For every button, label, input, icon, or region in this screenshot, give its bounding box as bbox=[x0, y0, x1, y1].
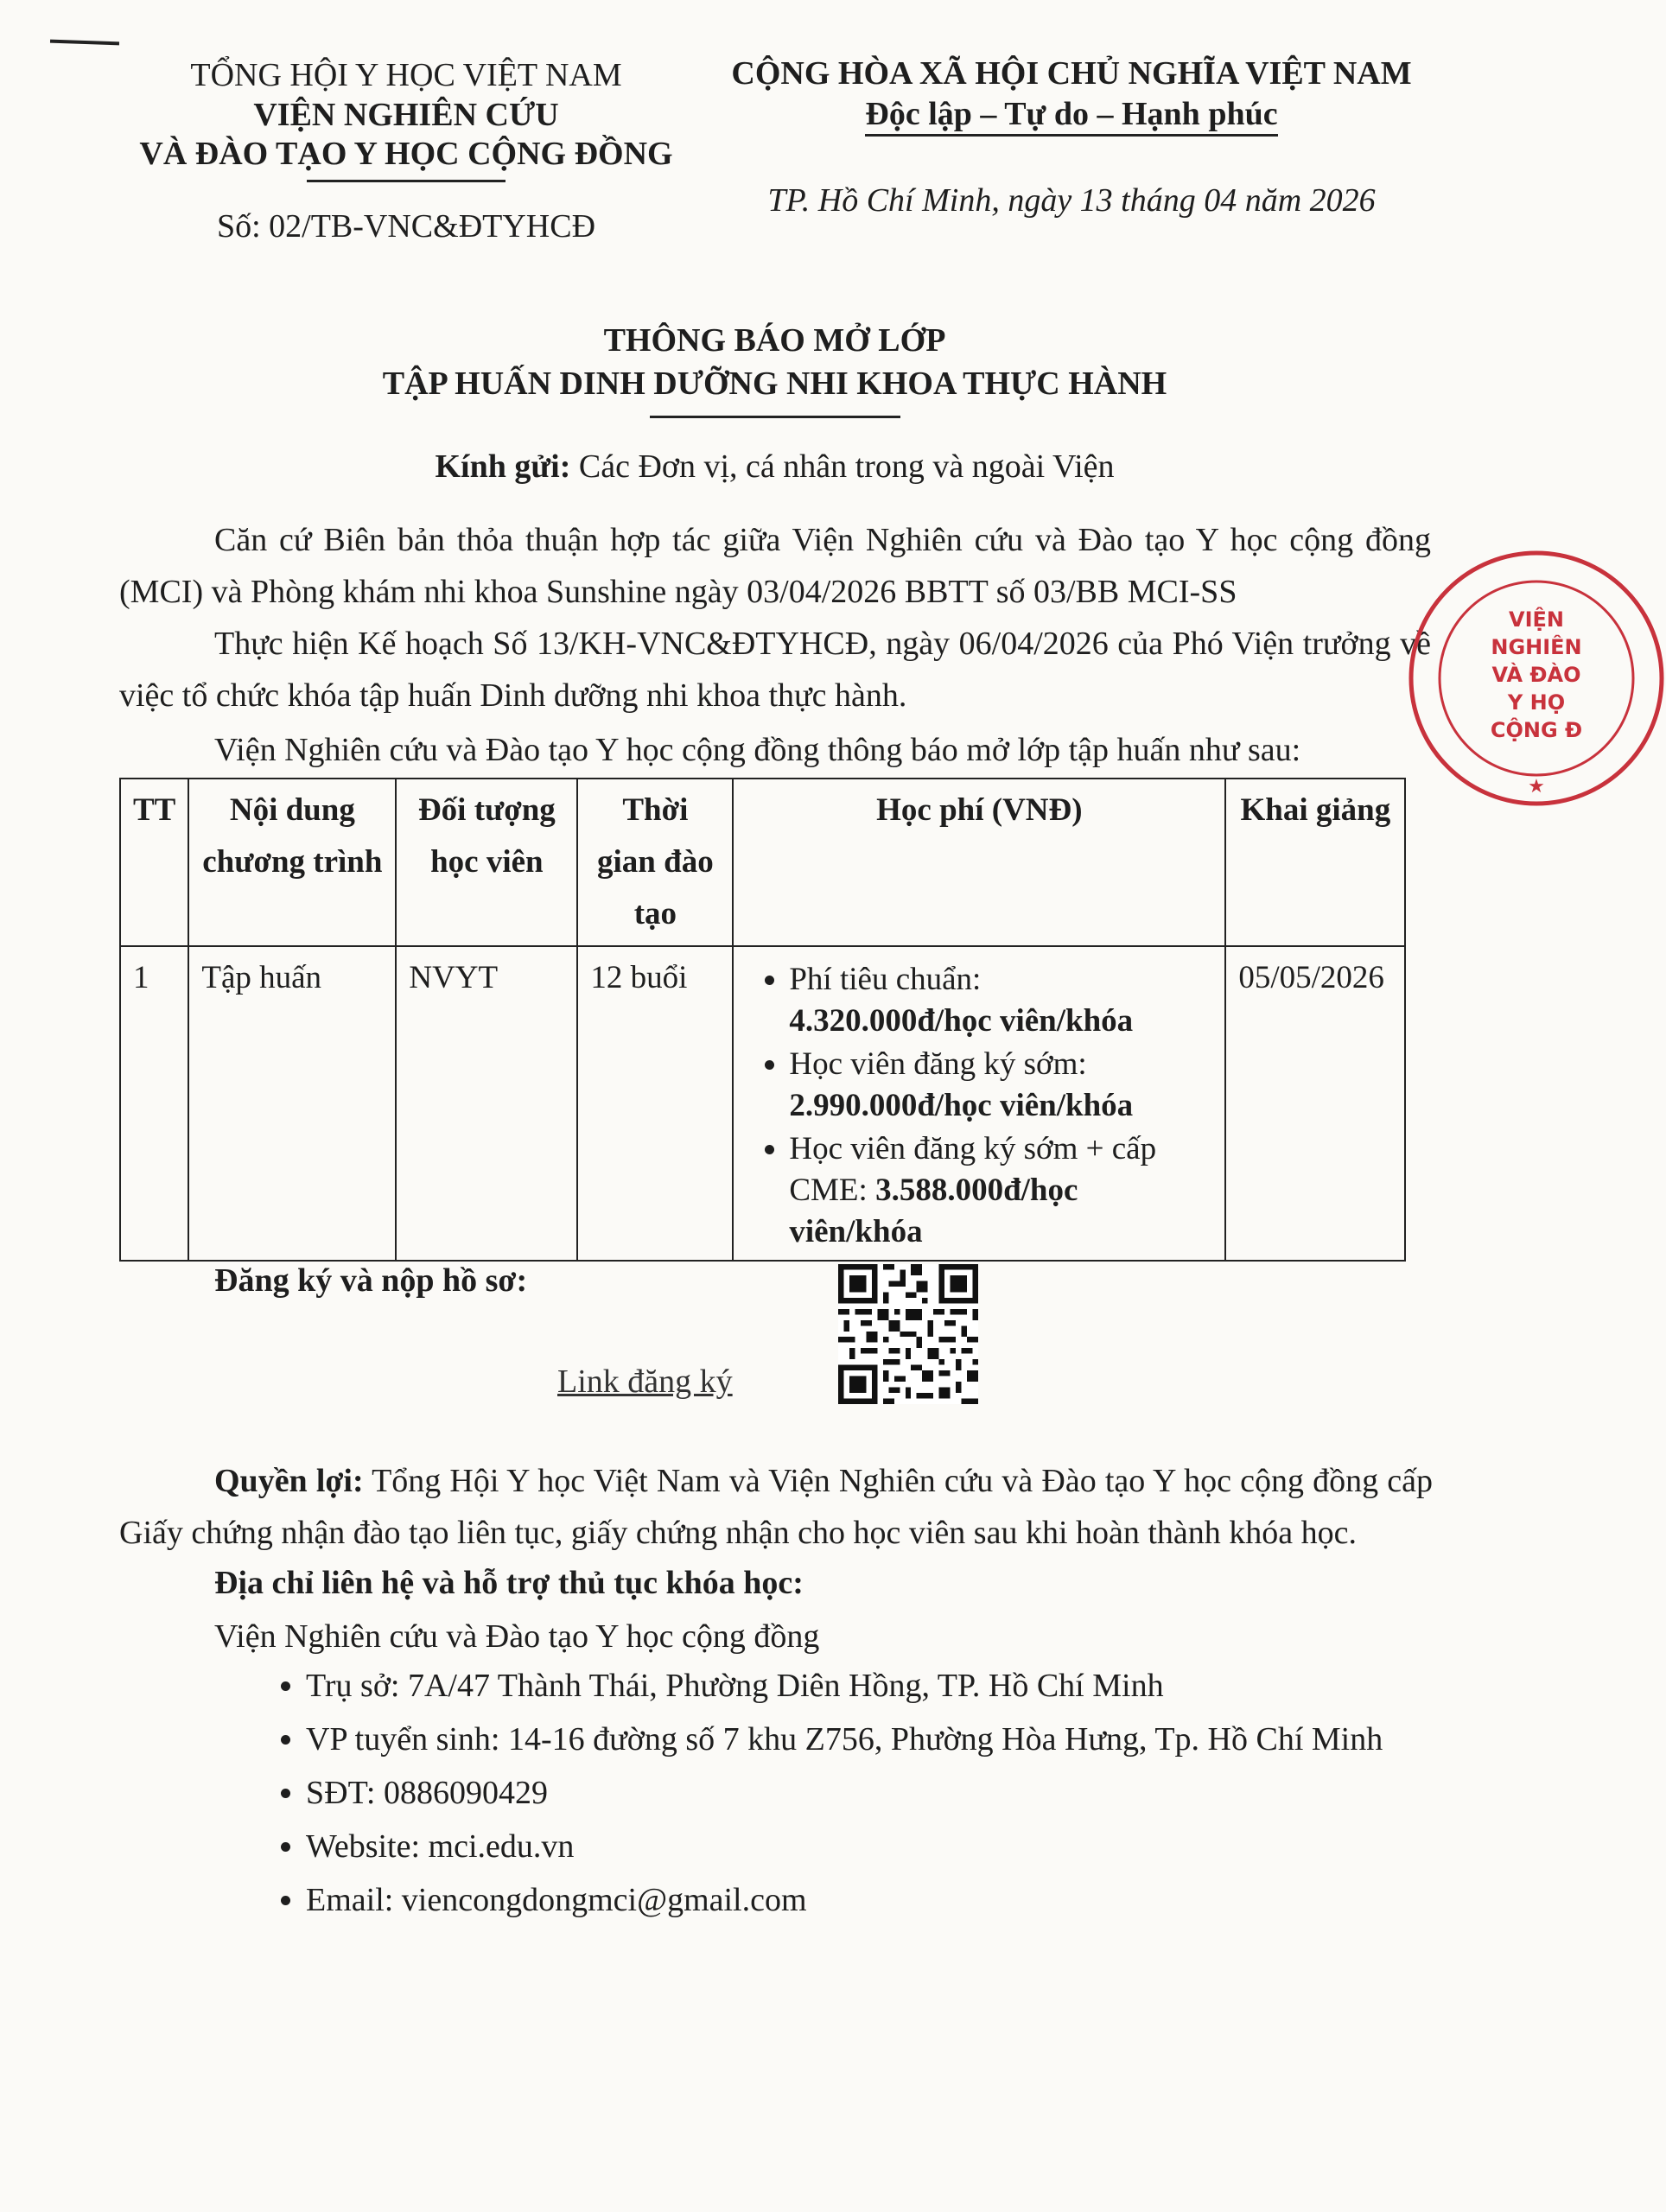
org-name-line2: VÀ ĐÀO TẠO Y HỌC CỘNG ĐỒNG bbox=[139, 136, 673, 173]
document-number: Số: 02/TB-VNC&ĐTYHCĐ bbox=[216, 207, 596, 245]
header-tt: TT bbox=[120, 779, 188, 946]
header-content: Nội dung chương trình bbox=[188, 779, 396, 946]
contact-admissions-office: • VP tuyển sinh: 14-16 đường số 7 khu Z756, Phường Hòa Hưng, Tp. Hồ Chí Minh bbox=[306, 1713, 1383, 1766]
seal-text-line: VIỆN bbox=[1509, 607, 1564, 632]
table-row bbox=[120, 946, 1405, 1261]
fee-label: Học viên đăng ký sớm: bbox=[789, 1046, 1087, 1082]
fee-item-early bbox=[789, 1044, 1212, 1127]
cell-fee bbox=[733, 946, 1225, 1261]
benefits-text: Tổng Hội Y học Việt Nam và Viện Nghiên cứu và Đào tạo Y học cộng đồng cấp Giấy chứng nhận đào tạo liên tục, giấy chứng nhận cho học viên sau khi hoàn thành khóa học. bbox=[119, 1463, 1433, 1551]
seal-text-line: Y HỌ bbox=[1507, 690, 1566, 715]
seal-text-line: VÀ ĐÀO bbox=[1491, 663, 1581, 687]
organization-header bbox=[121, 56, 691, 246]
national-header bbox=[691, 54, 1452, 220]
fee-item-standard bbox=[789, 959, 1212, 1042]
contact-phone: • SĐT: 0886090429 bbox=[306, 1766, 1383, 1820]
org-name-line1: VIỆN NGHIÊN CỨU bbox=[253, 96, 559, 133]
contact-email[interactable]: • Email: viencongdongmci@gmail.com bbox=[306, 1873, 1383, 1927]
header-target: Đối tượng học viên bbox=[396, 779, 577, 946]
header-fee: Học phí (VNĐ) bbox=[733, 779, 1225, 946]
notice-title bbox=[0, 321, 1549, 418]
cell-duration: 12 buổi bbox=[577, 946, 733, 1261]
title-line2: TẬP HUẤN DINH DƯỠNG NHI KHOA THỰC HÀNH bbox=[382, 365, 1167, 402]
place-date: TP. Hồ Chí Minh, ngày 13 tháng 04 năm 2026 bbox=[767, 181, 1376, 219]
fee-label: Học viên đăng ký sớm + cấp CME: bbox=[789, 1131, 1157, 1208]
nation-name: CỘNG HÒA XÃ HỘI CHỦ NGHĨA VIỆT NAM bbox=[731, 55, 1412, 92]
course-table bbox=[119, 778, 1406, 1262]
cell-content: Tập huấn bbox=[188, 946, 396, 1261]
seal-text-line: CỘNG Đ bbox=[1490, 718, 1583, 742]
org-parent: TỔNG HỘI Y HỌC VIỆT NAM bbox=[190, 57, 622, 93]
fee-list bbox=[746, 959, 1212, 1253]
cell-target: NVYT bbox=[396, 946, 577, 1261]
contact-address: • Trụ sở: 7A/47 Thành Thái, Phường Diên Hồng, TP. Hồ Chí Minh bbox=[306, 1659, 1383, 1713]
national-motto: Độc lập – Tự do – Hạnh phúc bbox=[865, 94, 1277, 137]
registration-link[interactable]: Link đăng ký bbox=[557, 1363, 733, 1400]
org-underline bbox=[307, 180, 506, 182]
recipient-value: Các Đơn vị, cá nhân trong và ngoài Viện bbox=[578, 448, 1115, 485]
header-duration: Thời gian đào tạo bbox=[577, 779, 733, 946]
fee-amount: 4.320.000đ/học viên/khóa bbox=[789, 1003, 1134, 1039]
table-header-row bbox=[120, 779, 1405, 946]
seal-text-line: NGHIÊN bbox=[1491, 635, 1582, 659]
recipient-label: Kính gửi: bbox=[435, 448, 571, 485]
corner-pen-mark bbox=[50, 40, 119, 46]
paragraph-basis: Căn cứ Biên bản thỏa thuận hợp tác giữa Viện Nghiên cứu và Đào tạo Y học cộng đồng (MCI) và Phòng khám nhi khoa Sunshine ngày 03/04/2026 BBTT số 03/BB MCI-SS bbox=[119, 522, 1431, 610]
registration-label: Đăng ký và nộp hồ sơ: bbox=[214, 1262, 528, 1299]
paragraph-plan: Thực hiện Kế hoạch Số 13/KH-VNC&ĐTYHCĐ, ngày 06/04/2026 của Phó Viện trưởng về việc tổ chức khóa tập huấn Dinh dưỡng nhi khoa thực hành. bbox=[119, 626, 1431, 714]
fee-label: Phí tiêu chuẩn: bbox=[789, 962, 982, 997]
recipient-line bbox=[0, 448, 1549, 487]
cell-tt: 1 bbox=[120, 946, 188, 1261]
benefits-label: Quyền lợi: bbox=[214, 1463, 364, 1499]
paragraph-announce: Viện Nghiên cứu và Đào tạo Y học cộng đồng thông báo mở lớp tập huấn như sau: bbox=[214, 732, 1301, 768]
seal-star-icon: ★ bbox=[1528, 775, 1545, 797]
fee-amount: 2.990.000đ/học viên/khóa bbox=[789, 1088, 1134, 1123]
qr-code[interactable] bbox=[838, 1264, 978, 1404]
cell-start: 05/05/2026 bbox=[1225, 946, 1405, 1261]
benefits-paragraph bbox=[119, 1455, 1433, 1559]
contact-website[interactable]: • Website: mci.edu.vn bbox=[306, 1820, 1383, 1873]
fee-amount: 3.588.000đ/học viên/khóa bbox=[789, 1173, 1078, 1249]
title-underline bbox=[650, 416, 900, 418]
title-line1: THÔNG BÁO MỞ LỚP bbox=[603, 322, 946, 359]
contact-list bbox=[251, 1659, 1383, 1927]
contact-heading: Địa chỉ liên hệ và hỗ trợ thủ tục khóa học: bbox=[214, 1565, 804, 1601]
fee-item-early-cme bbox=[789, 1128, 1212, 1253]
contact-org: Viện Nghiên cứu và Đào tạo Y học cộng đồng bbox=[214, 1618, 820, 1655]
institute-seal-stamp bbox=[1407, 549, 1666, 808]
header-start: Khai giảng bbox=[1225, 779, 1405, 946]
